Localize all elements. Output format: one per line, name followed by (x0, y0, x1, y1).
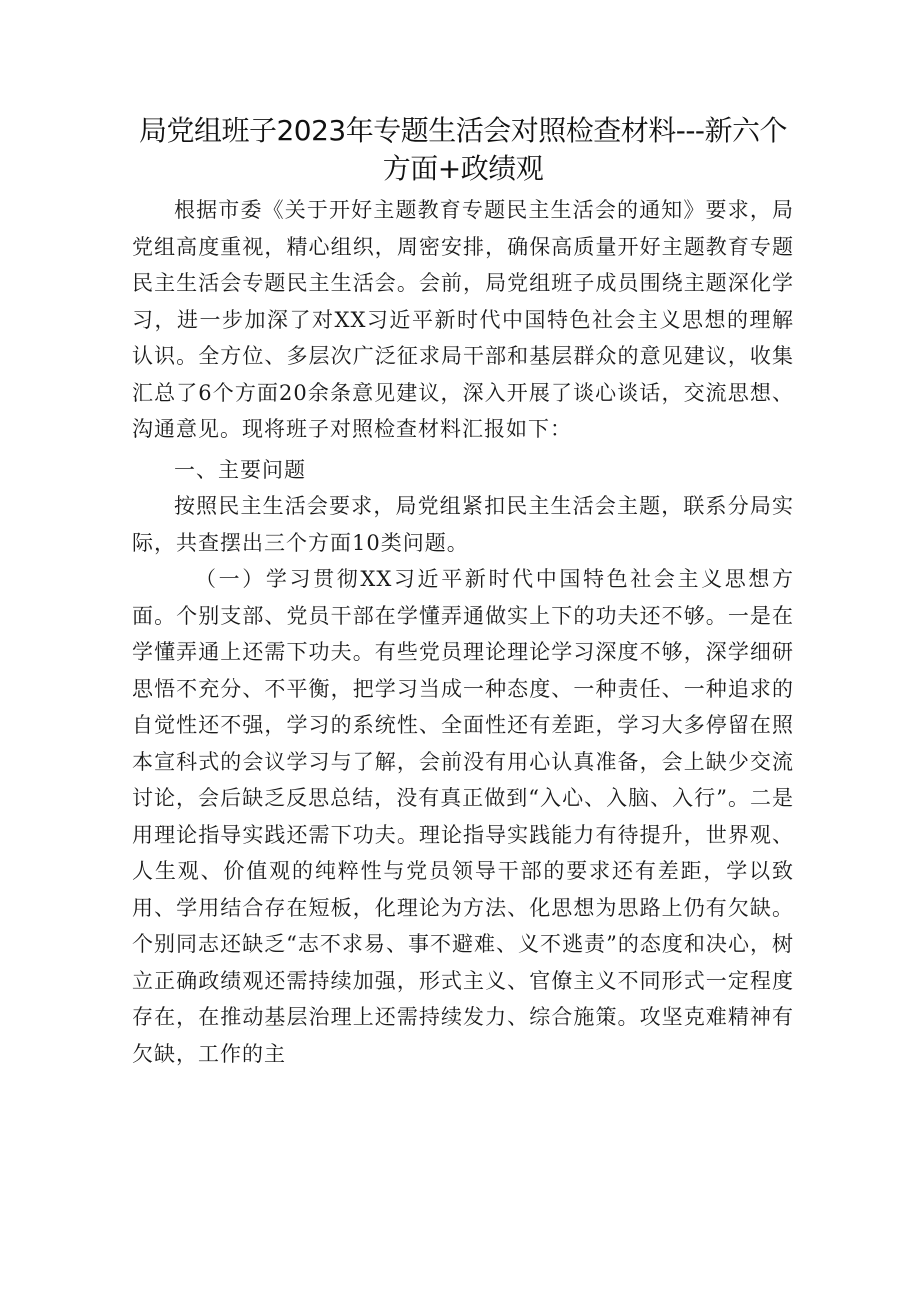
document-body (132, 192, 794, 1072)
subsection-paragraph: （一）学习贯彻XX习近平新时代中国特色社会主义思想方面。个别支部、党员干部在学懂弄通做实上下的功夫还不够。一是在学懂弄通上还需下功夫。有些党员理论理论学习深度不够，深学细研思悟不充分、不平衡，把学习当成一种态度、一种责任、一种追求的自觉性还不强，学习的系统性、全面性还有差距，学习大多停留在照本宣科式的会议学习与了解，会前没有用心认真准备，会上缺少交流讨论，会后缺乏反思总结，没有真正做到“入心、入脑、入行”。二是用理论指导实践还需下功夫。理论指导实践能力有待提升，世界观、人生观、价值观的纯粹性与党员领导干部的要求还有差距，学以致用、学用结合存在短板，化理论为方法、化思想为思路上仍有欠缺。个别同志还缺乏“志不求易、事不避难、义不逃责”的态度和决心，树立正确政绩观还需持续加强，形式主义、官僚主义不同形式一定程度存在，在推动基层治理上还需持续发力、综合施策。攻坚克难精神有欠缺，工作的主 (132, 567, 794, 1066)
section-intro-paragraph: 按照民主生活会要求，局党组紧扣民主生活会主题，联系分局实际，共查摆出三个方面10类问题。 (132, 494, 794, 555)
intro-paragraph: 根据市委《关于开好主题教育专题民主生活会的通知》要求，局党组高度重视，精心组织，周密安排，确保高质量开好主题教育专题民主生活会专题民主生活会。会前，局党组班子成员围绕主题深化学习，进一步加深了对XX习近平新时代中国特色社会主义思想的理解认识。全方位、多层次广泛征求局干部和基层群众的意见建议，收集汇总了6个方面20余条意见建议，深入开展了谈心谈话，交流思想、沟通意见。现将班子对照检查材料汇报如下： (132, 198, 794, 441)
document-title: 局党组班子2023年专题生活会对照检查材料---新六个方面+政绩观 (138, 114, 788, 185)
section-heading: 一、主要问题 (174, 457, 306, 482)
